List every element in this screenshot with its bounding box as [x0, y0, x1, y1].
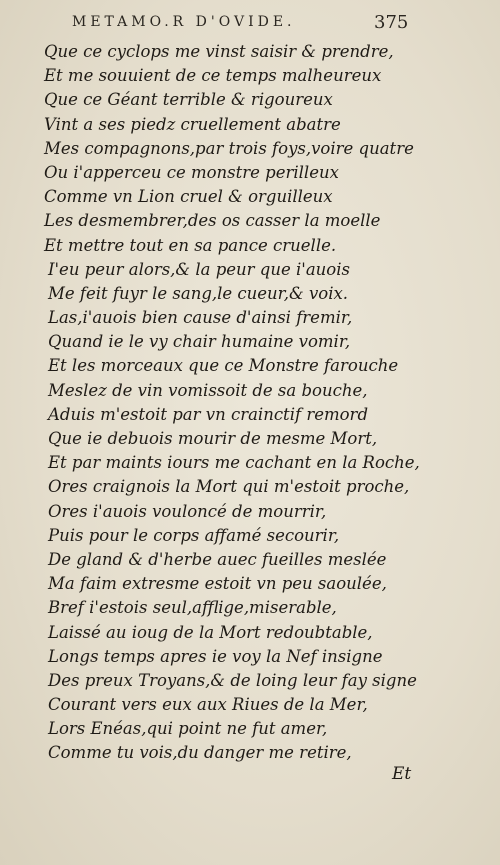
- verse-line: Et mettre tout en sa pance cruelle.: [44, 235, 337, 255]
- verse-line: De gland & d'herbe auec fueilles meslée: [48, 549, 387, 569]
- verse-line: Aduis m'estoit par vn crainctif remord: [48, 404, 369, 424]
- running-title: METAMO.R D'OVIDE.: [72, 14, 296, 30]
- verse-line: Lors Enéas,qui point ne fut amer,: [48, 719, 328, 739]
- verse-line: Ores i'auois vouloncé de mourrir,: [48, 501, 327, 521]
- verse-line: I'eu peur alors,& la peur que i'auois: [48, 259, 350, 279]
- verse-line: Et les morceaux que ce Monstre farouche: [48, 356, 399, 376]
- page-number: 375: [374, 12, 409, 33]
- verse-line: Meslez de vin vomissoit de sa bouche,: [48, 380, 368, 400]
- verse-line: Comme vn Lion cruel & orguilleux: [44, 187, 333, 207]
- catchword: Et: [392, 764, 412, 784]
- verse-line: Longs temps apres ie voy la Nef insigne: [48, 646, 383, 666]
- verse-text: [44, 40, 464, 766]
- verse-line: Des preux Troyans,& de loing leur fay signe: [48, 670, 417, 690]
- verse-line: Courant vers eux aux Riues de la Mer,: [48, 695, 368, 715]
- verse-line: Que ie debuois mourir de mesme Mort,: [48, 429, 378, 448]
- verse-line: Et par maints iours me cachant en la Roche,: [48, 453, 420, 473]
- verse-line: Puis pour le corps affamé secourir,: [48, 525, 340, 545]
- verse-line: Laissé au ioug de la Mort redoubtable,: [48, 622, 373, 642]
- verse-line: Ou i'apperceu ce monstre perilleux: [44, 162, 339, 182]
- verse-line: Las,i'auois bien cause d'ainsi fremir,: [48, 308, 353, 328]
- verse-line: Mes compagnons,par trois foys,voire quatre: [44, 138, 414, 158]
- verse-line: Bref i'estois seul,afflige,miserable,: [48, 598, 337, 618]
- verse-line: Les desmembrer,des os casser la moelle: [44, 211, 381, 231]
- verse-line: Comme tu vois,du danger me retire,: [48, 743, 352, 763]
- verse-line: Que ce Géant terrible & rigoureux: [44, 90, 333, 110]
- verse-line: Ma faim extresme estoit vn peu saoulée,: [48, 574, 387, 594]
- verse-line: Vint a ses piedz cruellement abatre: [44, 114, 341, 134]
- verse-line: Que ce cyclops me vinst saisir & prendre,: [44, 42, 394, 61]
- verse-line: Me feit fuyr le sang,le cueur,& voix.: [48, 283, 349, 303]
- verse-line: Quand ie le vy chair humaine vomir,: [48, 332, 351, 352]
- verse-line: Ores craignois la Mort qui m'estoit proche,: [48, 477, 410, 497]
- verse-line: Et me souuient de ce temps malheureux: [44, 66, 382, 86]
